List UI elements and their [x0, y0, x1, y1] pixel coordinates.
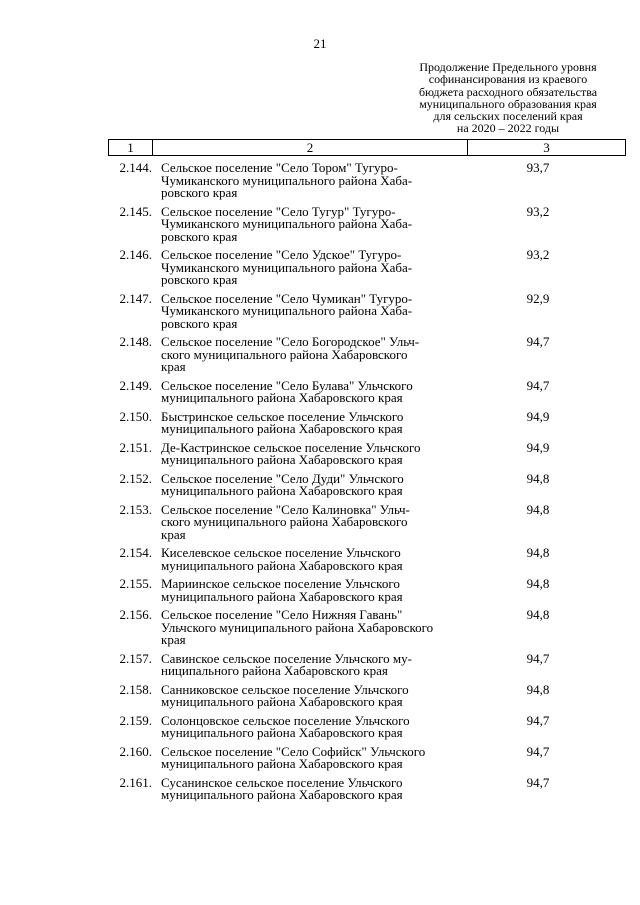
row-name	[161, 743, 471, 771]
row-name-line: Сельское поселение "Село Нижняя Гавань"	[161, 607, 403, 622]
row-name	[161, 712, 471, 740]
table-header-col3: 3	[543, 139, 550, 155]
row-name-line: Сельское поселение "Село Софийск" Ульчского	[161, 743, 426, 759]
row-number: 2.144.	[119, 160, 152, 175]
row-name	[161, 439, 471, 467]
row-number: 2.160.	[119, 743, 152, 759]
heading-line: бюджета расходного обязательства	[418, 84, 598, 99]
table-row	[108, 377, 626, 405]
row-name-line: Санниковское сельское поселение Ульчского	[161, 681, 409, 697]
row-value: 94,7	[526, 334, 550, 349]
row-value: 94,8	[526, 576, 550, 591]
document-heading	[390, 61, 626, 135]
row-value: 94,9	[526, 439, 550, 455]
row-name	[161, 774, 471, 802]
row-value: 93,7	[526, 160, 550, 175]
table-row	[108, 408, 626, 436]
row-name	[161, 578, 471, 603]
row-name-line: Ульчского муниципального района Хабаровского	[161, 619, 434, 635]
table-row	[108, 578, 626, 603]
row-name-line: муниципального района Хабаровского края	[161, 421, 403, 436]
table-row	[108, 774, 626, 802]
row-name-line: Савинское сельское поселение Ульчского му-	[161, 650, 412, 666]
row-name-line: Сельское поселение "Село Богородское" Ульч-	[161, 334, 420, 349]
row-name-line: муниципального района Хабаровского края	[161, 483, 403, 498]
row-name	[161, 470, 471, 498]
row-value: 94,7	[526, 774, 550, 790]
row-number: 2.155.	[119, 576, 152, 591]
row-name-line: Чумиканского муниципального района Хаба-	[161, 172, 413, 188]
heading-line: для сельских поселений края	[433, 109, 583, 124]
row-name-line: Сельское поселение "Село Дуди" Ульчского	[161, 470, 404, 486]
row-value: 94,9	[526, 408, 550, 424]
row-name-line: ровского края	[161, 315, 238, 331]
row-number: 2.148.	[119, 334, 152, 349]
table-row	[108, 650, 626, 678]
row-name-line: Сельское поселение "Село Чумикан" Тугуро-	[161, 290, 413, 306]
row-name-line: края	[161, 632, 186, 647]
row-name	[161, 681, 471, 709]
row-value: 94,8	[526, 470, 550, 486]
row-name-line: Мариинское сельское поселение Ульчского	[161, 576, 400, 591]
row-name-line: муниципального района Хабаровского края	[161, 557, 403, 573]
table-body	[108, 162, 626, 808]
row-name-line: Быстринское сельское поселение Ульчского	[161, 408, 404, 424]
row-name-line: Чумиканского муниципального района Хаба-	[161, 259, 413, 275]
row-name	[161, 609, 471, 647]
table-row	[108, 712, 626, 740]
table-row	[108, 681, 626, 709]
row-name-line: Чумиканского муниципального района Хаба-	[161, 216, 413, 231]
row-name-line: края	[161, 359, 186, 374]
table-row	[108, 501, 626, 542]
heading-line: на 2020 – 2022 годы	[456, 121, 560, 136]
row-name-line: муниципального района Хабаровского края	[161, 694, 403, 709]
row-name	[161, 162, 471, 200]
table-row	[108, 743, 626, 771]
table-row	[108, 470, 626, 498]
row-name-line: ского муниципального района Хабаровского	[161, 346, 408, 362]
row-name-line: ровского края	[161, 185, 238, 200]
row-name-line: ровского края	[161, 228, 238, 244]
row-value: 94,7	[526, 377, 550, 393]
row-value: 93,2	[526, 203, 550, 219]
row-name	[161, 203, 471, 244]
table-header-col2: 2	[153, 140, 468, 155]
row-number: 2.161.	[119, 774, 152, 790]
row-value: 92,9	[526, 290, 550, 306]
row-number: 2.150.	[119, 408, 152, 424]
heading-line: Продолжение Предельного уровня	[419, 60, 597, 74]
table-row	[108, 336, 626, 374]
row-name	[161, 249, 471, 287]
row-name-line: муниципального района Хабаровского края	[161, 390, 403, 405]
table-row	[108, 609, 626, 647]
row-number: 2.157.	[119, 650, 152, 666]
row-value: 94,7	[526, 712, 550, 728]
row-name	[161, 408, 471, 436]
row-name-line: Сельское поселение "Село Калиновка" Ульч-	[161, 501, 410, 517]
row-value: 93,2	[526, 247, 550, 262]
row-name-line: Сельское поселение "Село Булава" Ульчского	[161, 377, 413, 393]
table-row	[108, 290, 626, 331]
row-number: 2.145.	[119, 203, 152, 219]
row-name-line: муниципального района Хабаровского края	[161, 452, 403, 467]
row-name-line: Сусанинское сельское поселение Ульчского	[161, 774, 403, 790]
table-row	[108, 162, 626, 200]
row-name-line: муниципального района Хабаровского края	[161, 588, 403, 604]
table-header-col1: 1	[109, 140, 153, 155]
table-header	[108, 139, 626, 156]
table-row	[108, 547, 626, 572]
row-name-line: Чумиканского муниципального района Хаба-	[161, 303, 413, 318]
row-number: 2.159.	[119, 712, 152, 728]
row-name	[161, 336, 471, 374]
heading-line: софинансирования из краевого	[428, 72, 588, 87]
row-name-line: Де-Кастринское сельское поселение Ульчского	[161, 439, 421, 455]
row-number: 2.154.	[119, 545, 152, 560]
row-name-line: Сельское поселение "Село Тором" Тугуро-	[161, 160, 398, 175]
row-number: 2.149.	[119, 377, 152, 393]
row-name-line: Сельское поселение "Село Удское" Тугуро-	[161, 247, 402, 262]
row-number: 2.147.	[119, 290, 152, 306]
row-name-line: Сельское поселение "Село Тугур" Тугуро-	[161, 203, 396, 219]
row-number: 2.158.	[119, 681, 152, 697]
row-name-line: ровского края	[161, 272, 238, 287]
table-row	[108, 439, 626, 467]
row-value: 94,8	[526, 681, 550, 697]
row-name	[161, 547, 471, 572]
row-number: 2.146.	[119, 247, 152, 262]
row-name-line: Солонцовское сельское поселение Ульчского	[161, 712, 410, 728]
row-name-line: ского муниципального района Хабаровского	[161, 514, 408, 529]
row-number: 2.153.	[119, 501, 152, 517]
row-name	[161, 377, 471, 405]
row-value: 94,8	[526, 501, 550, 517]
row-number: 2.151.	[119, 439, 152, 455]
row-value: 94,8	[526, 545, 550, 560]
row-name-line: муниципального района Хабаровского края	[161, 756, 403, 771]
row-number: 2.156.	[119, 607, 152, 622]
table-row	[108, 249, 626, 287]
row-name	[161, 650, 471, 678]
row-name	[161, 501, 471, 542]
row-value: 94,7	[526, 743, 550, 759]
row-name-line: муниципального района Хабаровского края	[161, 787, 403, 802]
row-value: 94,7	[526, 650, 550, 666]
row-name-line: ниципального района Хабаровского края	[161, 663, 388, 678]
table-row	[108, 203, 626, 244]
row-value: 94,8	[526, 607, 550, 622]
page-number: 21	[313, 36, 327, 51]
row-number: 2.152.	[119, 470, 152, 486]
row-name-line: муниципального района Хабаровского края	[161, 725, 403, 740]
row-name-line: Киселевское сельское поселение Ульчского	[161, 545, 401, 560]
row-name-line: края	[161, 526, 186, 542]
heading-line: муниципального образования края	[419, 96, 597, 111]
row-name	[161, 290, 471, 331]
